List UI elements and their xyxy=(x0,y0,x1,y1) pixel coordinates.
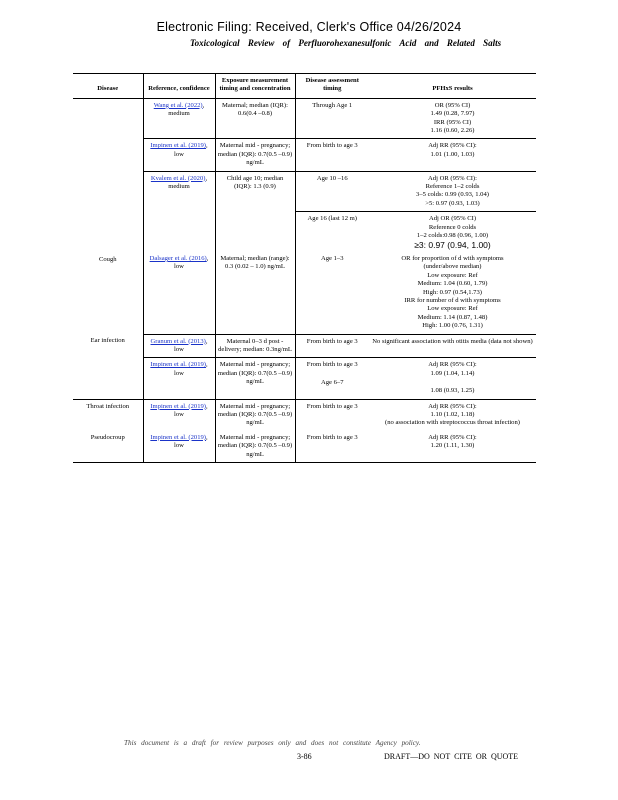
result-line: Adj RR (95% CI): xyxy=(428,433,477,441)
result-line: Adj RR (95% CI): xyxy=(428,142,477,150)
confidence-label: , low xyxy=(174,254,209,271)
result-line: 1.08 (0.93, 1.25) xyxy=(430,387,475,395)
result-line: Reference 1–2 colds xyxy=(425,183,480,191)
result-line: 1.01 (1.00, 1.03) xyxy=(430,150,475,158)
result-line: IRR (95% CI) xyxy=(433,118,472,126)
timing-line: From birth to age 3 xyxy=(306,361,358,369)
result-line: Adj OR (95% CI) xyxy=(428,215,477,223)
results-cell xyxy=(369,358,536,399)
result-line: Adj RR (95% CI): xyxy=(428,361,477,369)
timing-line: Age 6–7 xyxy=(320,378,344,386)
exposure-cell: Maternal mid - pregnancy; median (IQR): 0.7(0.5 –0.9) ng/mL xyxy=(215,358,295,399)
reference-link[interactable]: Kvalem et al. (2020) xyxy=(150,174,206,182)
results-table xyxy=(73,73,536,463)
table-row xyxy=(73,431,536,463)
reference-link[interactable]: Impinen et al. (2019) xyxy=(150,402,206,410)
disease-cell: Pseudocroup xyxy=(73,431,143,463)
draft-notice: DRAFT—DO NOT CITE OR QUOTE xyxy=(384,752,519,761)
exposure-cell: Maternal; median (range): 0.3 (0.02 – 1.0) ng/mL xyxy=(215,252,295,334)
results-cell xyxy=(369,431,536,463)
table-row xyxy=(73,358,536,399)
timing-cell: From birth to age 3 xyxy=(295,139,369,171)
timing-cell: Age 16 (last 12 m) xyxy=(295,212,369,252)
header-exposure: Exposure measurement timing and concentration xyxy=(215,74,295,99)
reference-cell xyxy=(143,334,215,358)
reference-cell xyxy=(143,431,215,463)
reference-cell xyxy=(143,139,215,171)
results-cell xyxy=(369,171,536,212)
result-line: 3–5 colds: 0.99 (0.93, 1.04) xyxy=(416,191,489,199)
reference-cell xyxy=(143,399,215,431)
exposure-cell: Maternal mid - pregnancy; median (IQR): 0.7(0.5 –0.9) ng/mL xyxy=(215,431,295,463)
result-line: Low exposure: Ref xyxy=(427,305,478,313)
timing-cell: Through Age 1 xyxy=(295,98,369,139)
result-line: High: 1.00 (0.76, 1.31) xyxy=(422,322,483,330)
filing-stamp: Electronic Filing: Received, Clerk's Office 04/26/2024 xyxy=(156,20,462,34)
result-line: IRR for number of d with symptoms xyxy=(404,296,501,304)
confidence-label: , low xyxy=(174,142,208,158)
confidence-label: , medium xyxy=(168,174,208,191)
table-row xyxy=(73,252,536,334)
exposure-cell: Maternal 0–3 d post -delivery; median: 0.3ng/mL xyxy=(215,334,295,358)
timing-cell: Age 1–3 xyxy=(295,252,369,334)
timing-cell: Age 10 –16 xyxy=(295,171,369,212)
disease-cell: Ear infection xyxy=(90,337,125,345)
disease-cell xyxy=(73,139,143,171)
reference-link[interactable]: Impinen et al. (2019) xyxy=(150,361,206,369)
timing-cell: From birth to age 3 xyxy=(295,431,369,463)
disease-cell: Throat infection xyxy=(73,399,143,431)
exposure-cell: Maternal mid - pregnancy; median (IQR): 0.7(0.5 –0.9) ng/mL xyxy=(215,399,295,431)
reference-link[interactable]: Dalsager et al. (2016) xyxy=(149,254,207,262)
result-line: >5: 0.97 (0.93, 1.03) xyxy=(425,199,480,207)
results-cell xyxy=(369,98,536,139)
exposure-cell: Maternal; median (IQR): 0.6(0.4 –0.8) xyxy=(215,98,295,139)
disease-cell: Cough xyxy=(98,255,117,263)
results-cell xyxy=(369,399,536,431)
result-line: Adj OR (95% CI): xyxy=(428,174,477,182)
table-row xyxy=(73,212,536,252)
result-line: Medium: 1.14 (0.87, 1.48) xyxy=(417,313,488,321)
table-header-row xyxy=(73,74,536,99)
header-disease: Disease xyxy=(73,74,143,99)
exposure-cell: Child age 10; median (IQR): 1.3 (0.9) xyxy=(215,171,295,252)
result-line: ≥3: 0.97 (0.94, 1.00) xyxy=(414,239,491,250)
table-row xyxy=(73,171,536,212)
reference-link[interactable]: Wang et al. (2022) xyxy=(153,101,203,109)
result-line: 1.16 (0.60, 2.26) xyxy=(430,127,475,135)
header-assessment: Disease assessment timing xyxy=(295,74,369,99)
result-line: OR (95% CI) xyxy=(434,101,471,109)
reference-link[interactable]: Impinen et al. (2019) xyxy=(150,433,206,441)
result-line: 1.10 (1.02, 1.18) xyxy=(430,411,475,418)
reference-link[interactable]: Impinen et al. (2019) xyxy=(150,142,206,150)
confidence-label: , low xyxy=(174,433,208,450)
result-line: OR for proportion of d with symptoms xyxy=(401,254,504,262)
reference-cell xyxy=(143,252,215,334)
result-line: Medium: 1.04 (0.60, 1.79) xyxy=(417,280,488,288)
disease-cell xyxy=(73,358,143,399)
result-line: Low exposure: Ref xyxy=(427,271,478,279)
confidence-label: , low xyxy=(174,361,208,377)
timing-cell: From birth to age 3 xyxy=(295,399,369,431)
result-line: (no association with streptococcus throat infection) xyxy=(385,419,520,427)
reference-cell xyxy=(143,358,215,399)
draft-disclaimer: This document is a draft for review purposes only and does not constitute Agency policy. xyxy=(124,739,421,747)
results-cell xyxy=(369,212,536,252)
disease-cell xyxy=(73,212,143,252)
timing-cell: From birth to age 3 xyxy=(295,334,369,358)
result-line: 1.49 (0.28, 7.97) xyxy=(430,110,475,118)
confidence-label: , medium xyxy=(168,101,205,118)
result-line: High: 0.97 (0.54,1.73) xyxy=(423,288,482,296)
header-reference: Reference, confidence xyxy=(143,74,215,99)
results-cell xyxy=(369,334,536,358)
confidence-label: , low xyxy=(174,402,208,418)
result-line: No significant association with otitis media (data not shown) xyxy=(372,337,533,345)
reference-cell xyxy=(143,98,215,139)
result-line: (under/above median) xyxy=(423,263,482,271)
exposure-cell: Maternal mid - pregnancy; median (IQR): 0.7(0.5 –0.9) ng/mL xyxy=(215,139,295,171)
timing-cell xyxy=(295,358,369,399)
disease-cell xyxy=(73,171,143,212)
disease-cell xyxy=(73,98,143,139)
reference-cell xyxy=(143,171,215,252)
result-line: 1–2 colds:0.98 (0.96, 1.00) xyxy=(416,232,489,240)
header-results: PFHxS results xyxy=(369,74,536,99)
table-row xyxy=(73,139,536,171)
reference-link[interactable]: Granum et al. (2013) xyxy=(150,337,206,345)
result-line: 1.20 (1.11, 1.30) xyxy=(430,442,475,450)
document-title: Toxicological Review of Perfluorohexanesulfonic Acid and Related Salts xyxy=(190,38,502,48)
table-row xyxy=(73,399,536,431)
table-row xyxy=(73,98,536,139)
results-cell xyxy=(369,252,536,334)
table-row xyxy=(73,334,536,358)
result-line: 1.09 (1.04, 1.14) xyxy=(430,369,475,377)
confidence-label: , low xyxy=(174,337,208,353)
result-line: Adj RR (95% CI): xyxy=(428,402,477,410)
results-cell xyxy=(369,139,536,171)
result-line: Reference 0 colds xyxy=(428,223,477,231)
page-number: 3-86 xyxy=(297,752,312,761)
